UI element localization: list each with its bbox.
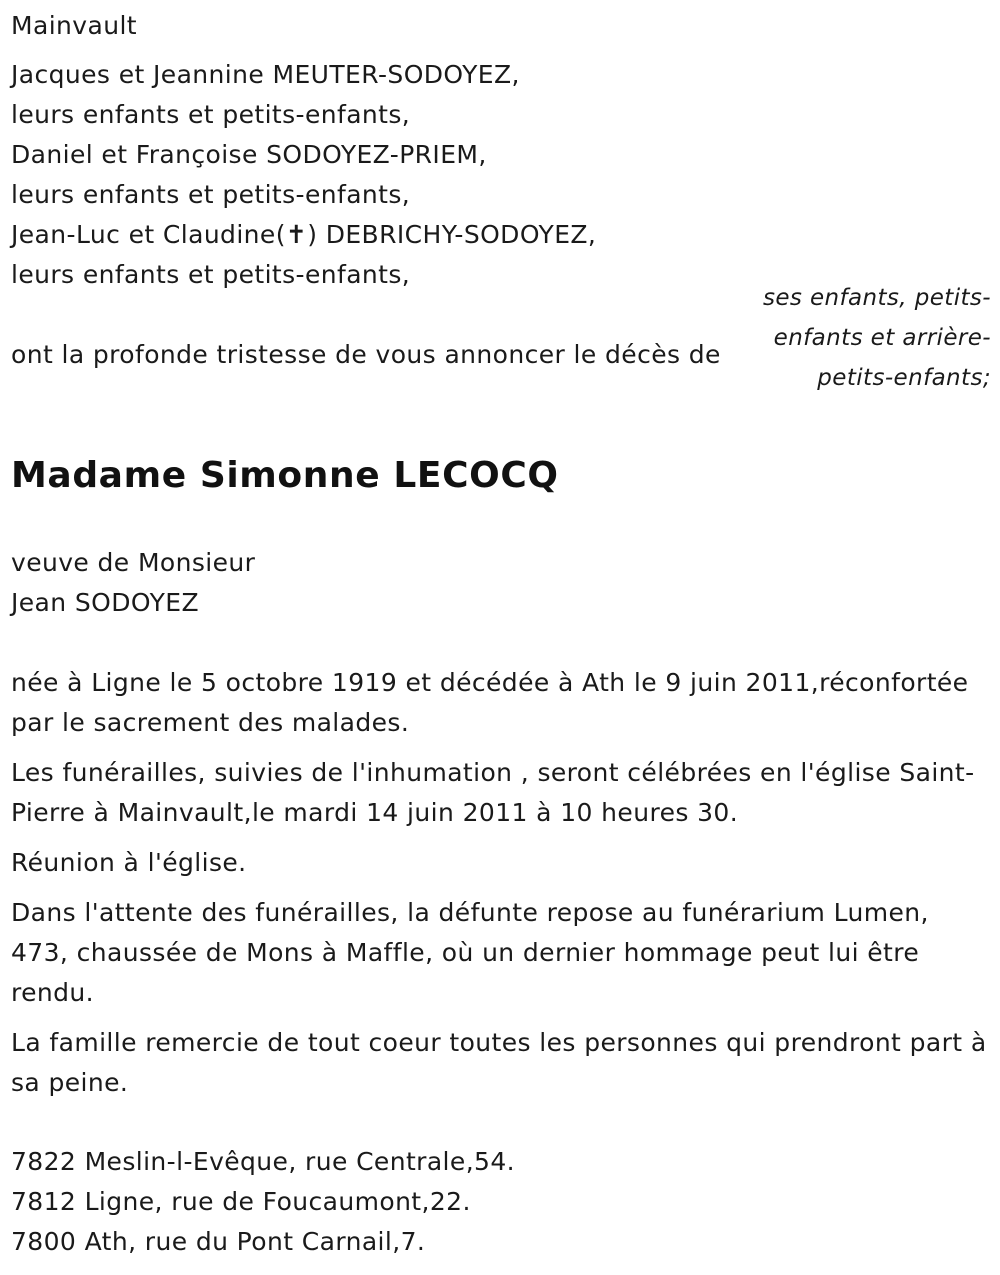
widow-line: veuve de Monsieur	[11, 548, 256, 577]
birth-death-paragraph: née à Ligne le 5 octobre 1919 et décédée à Ath le 9 juin 2011,réconfortée par le sacrement des malades.	[11, 668, 969, 737]
family-line: Daniel et Françoise SODOYEZ-PRIEM,	[11, 140, 487, 169]
address-line: 7822 Meslin-l-Evêque, rue Centrale,54.	[11, 1147, 515, 1176]
descendants-note: ses enfants, petits-enfants et arrière-petits-enfants;	[762, 285, 991, 391]
widow-line: Jean SODOYEZ	[11, 588, 199, 617]
family-line: leurs enfants et petits-enfants,	[11, 100, 411, 129]
family-line: Jean-Luc et Claudine(✝) DEBRICHY-SODOYEZ,	[11, 220, 597, 249]
family-list	[11, 55, 596, 295]
announcement-text: ont la profonde tristesse de vous annoncer le décès de	[11, 340, 721, 369]
addresses	[11, 1142, 515, 1262]
deceased-name: Madame Simonne LECOCQ	[11, 455, 559, 496]
family-line: Jacques et Jeannine MEUTER-SODOYEZ,	[11, 60, 520, 89]
funeral-details	[11, 663, 991, 1113]
obituary-notice	[11, 0, 991, 1275]
funerarium-paragraph: Dans l'attente des funérailles, la défunte repose au funérarium Lumen, 473, chaussée de Mons à Maffle, où un dernier hommage peut lui être rendu.	[11, 898, 929, 1007]
widow-of	[11, 543, 255, 623]
family-line: leurs enfants et petits-enfants,	[11, 180, 411, 209]
funeral-paragraph: Les funérailles, suivies de l'inhumation , seront célébrées en l'église Saint-Pierre à Mainvault,le mardi 14 juin 2011 à 10 heures 30.	[11, 758, 975, 827]
family-line: leurs enfants et petits-enfants,	[11, 260, 411, 289]
address-line: 7800 Ath, rue du Pont Carnail,7.	[11, 1227, 426, 1256]
meeting-paragraph: Réunion à l'église.	[11, 848, 247, 877]
thanks-paragraph: La famille remercie de tout coeur toutes les personnes qui prendront part à sa peine.	[11, 1028, 987, 1097]
address-line: 7812 Ligne, rue de Foucaumont,22.	[11, 1187, 471, 1216]
place-name: Mainvault	[11, 11, 137, 40]
